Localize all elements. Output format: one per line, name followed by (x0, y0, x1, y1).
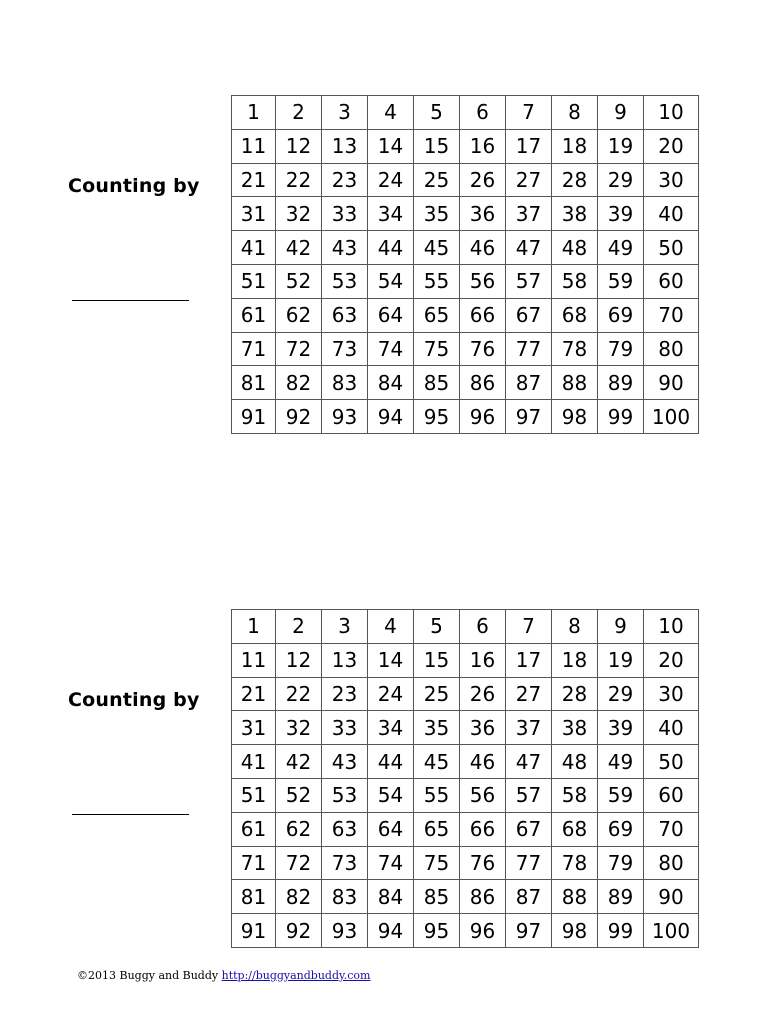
chart-cell: 1 (232, 610, 276, 644)
chart-row (232, 880, 699, 914)
chart-cell: 55 (414, 778, 460, 812)
chart-cell: 78 (552, 332, 598, 366)
chart-cell: 33 (322, 197, 368, 231)
chart-cell: 83 (322, 366, 368, 400)
chart-row (232, 846, 699, 880)
chart-cell: 81 (232, 366, 276, 400)
chart-cell: 74 (368, 846, 414, 880)
chart-cell: 57 (506, 264, 552, 298)
chart-row (232, 264, 699, 298)
chart-cell: 94 (368, 400, 414, 434)
chart-cell: 91 (232, 400, 276, 434)
chart-cell: 2 (276, 610, 322, 644)
chart-cell: 61 (232, 812, 276, 846)
chart-cell: 84 (368, 880, 414, 914)
chart-cell: 34 (368, 711, 414, 745)
chart-cell: 53 (322, 264, 368, 298)
chart-cell: 75 (414, 332, 460, 366)
chart-cell: 38 (552, 197, 598, 231)
chart-cell: 54 (368, 778, 414, 812)
chart-cell: 19 (598, 129, 644, 163)
chart-cell: 6 (460, 96, 506, 130)
chart-cell: 36 (460, 197, 506, 231)
chart-cell: 58 (552, 778, 598, 812)
chart-cell: 84 (368, 366, 414, 400)
chart-cell: 87 (506, 366, 552, 400)
chart-cell: 41 (232, 231, 276, 265)
chart-row (232, 197, 699, 231)
chart-cell: 52 (276, 778, 322, 812)
chart-cell: 68 (552, 298, 598, 332)
chart-cell: 20 (644, 643, 699, 677)
chart-cell: 9 (598, 610, 644, 644)
chart-cell: 27 (506, 163, 552, 197)
chart-cell: 43 (322, 231, 368, 265)
chart-cell: 18 (552, 129, 598, 163)
chart-cell: 26 (460, 677, 506, 711)
chart-cell: 79 (598, 846, 644, 880)
chart-cell: 86 (460, 366, 506, 400)
chart-row (232, 400, 699, 434)
chart-cell: 10 (644, 610, 699, 644)
answer-blank-line (72, 814, 189, 815)
chart-cell: 42 (276, 745, 322, 779)
chart-cell: 25 (414, 163, 460, 197)
chart-cell: 96 (460, 400, 506, 434)
chart-cell: 64 (368, 812, 414, 846)
chart-row (232, 711, 699, 745)
hundreds-chart (231, 95, 699, 434)
chart-cell: 70 (644, 298, 699, 332)
chart-cell: 28 (552, 677, 598, 711)
chart-cell: 30 (644, 677, 699, 711)
chart-cell: 90 (644, 366, 699, 400)
chart-cell: 7 (506, 610, 552, 644)
chart-cell: 13 (322, 643, 368, 677)
chart-cell: 64 (368, 298, 414, 332)
chart-cell: 27 (506, 677, 552, 711)
chart-cell: 29 (598, 677, 644, 711)
chart-cell: 32 (276, 711, 322, 745)
chart-cell: 14 (368, 129, 414, 163)
chart-cell: 96 (460, 914, 506, 948)
chart-cell: 75 (414, 846, 460, 880)
chart-cell: 79 (598, 332, 644, 366)
chart-cell: 71 (232, 332, 276, 366)
chart-cell: 40 (644, 197, 699, 231)
chart-cell: 49 (598, 745, 644, 779)
chart-cell: 98 (552, 914, 598, 948)
chart-cell: 56 (460, 264, 506, 298)
chart-cell: 66 (460, 812, 506, 846)
chart-cell: 12 (276, 643, 322, 677)
chart-cell: 23 (322, 163, 368, 197)
chart-cell: 63 (322, 298, 368, 332)
chart-cell: 31 (232, 711, 276, 745)
chart-cell: 22 (276, 163, 322, 197)
chart-cell: 1 (232, 96, 276, 130)
chart-cell: 45 (414, 745, 460, 779)
chart-cell: 48 (552, 745, 598, 779)
chart-cell: 60 (644, 264, 699, 298)
chart-row (232, 129, 699, 163)
chart-cell: 59 (598, 778, 644, 812)
chart-cell: 92 (276, 914, 322, 948)
hundreds-chart-body (232, 610, 699, 948)
chart-cell: 93 (322, 914, 368, 948)
counting-by-label: Counting by (68, 175, 200, 197)
chart-cell: 7 (506, 96, 552, 130)
chart-cell: 37 (506, 197, 552, 231)
chart-cell: 93 (322, 400, 368, 434)
chart-cell: 47 (506, 231, 552, 265)
chart-row (232, 298, 699, 332)
chart-cell: 62 (276, 812, 322, 846)
chart-cell: 32 (276, 197, 322, 231)
chart-row (232, 96, 699, 130)
chart-cell: 76 (460, 846, 506, 880)
chart-cell: 3 (322, 610, 368, 644)
chart-cell: 48 (552, 231, 598, 265)
chart-cell: 39 (598, 711, 644, 745)
chart-cell: 15 (414, 643, 460, 677)
chart-cell: 55 (414, 264, 460, 298)
chart-cell: 41 (232, 745, 276, 779)
chart-cell: 89 (598, 880, 644, 914)
chart-cell: 89 (598, 366, 644, 400)
chart-cell: 24 (368, 163, 414, 197)
chart-cell: 22 (276, 677, 322, 711)
chart-cell: 69 (598, 298, 644, 332)
chart-cell: 78 (552, 846, 598, 880)
chart-cell: 37 (506, 711, 552, 745)
chart-row (232, 812, 699, 846)
chart-cell: 60 (644, 778, 699, 812)
chart-cell: 52 (276, 264, 322, 298)
chart-cell: 21 (232, 163, 276, 197)
chart-cell: 77 (506, 846, 552, 880)
chart-cell: 11 (232, 129, 276, 163)
chart-row (232, 778, 699, 812)
chart-cell: 99 (598, 914, 644, 948)
chart-cell: 19 (598, 643, 644, 677)
chart-cell: 17 (506, 643, 552, 677)
chart-cell: 14 (368, 643, 414, 677)
chart-cell: 17 (506, 129, 552, 163)
chart-cell: 36 (460, 711, 506, 745)
counting-by-label: Counting by (68, 689, 200, 711)
chart-cell: 25 (414, 677, 460, 711)
chart-cell: 73 (322, 846, 368, 880)
chart-cell: 73 (322, 332, 368, 366)
chart-cell: 97 (506, 400, 552, 434)
chart-cell: 18 (552, 643, 598, 677)
copyright-text: ©2013 Buggy and Buddy (77, 969, 222, 982)
chart-cell: 74 (368, 332, 414, 366)
chart-cell: 86 (460, 880, 506, 914)
hundreds-chart-body (232, 96, 699, 434)
chart-cell: 50 (644, 231, 699, 265)
chart-cell: 80 (644, 846, 699, 880)
chart-cell: 59 (598, 264, 644, 298)
chart-cell: 100 (644, 400, 699, 434)
chart-cell: 11 (232, 643, 276, 677)
chart-cell: 46 (460, 745, 506, 779)
chart-cell: 95 (414, 400, 460, 434)
chart-cell: 67 (506, 812, 552, 846)
chart-cell: 98 (552, 400, 598, 434)
chart-cell: 20 (644, 129, 699, 163)
chart-cell: 61 (232, 298, 276, 332)
chart-cell: 33 (322, 711, 368, 745)
chart-cell: 94 (368, 914, 414, 948)
chart-cell: 26 (460, 163, 506, 197)
chart-cell: 35 (414, 711, 460, 745)
chart-cell: 85 (414, 880, 460, 914)
chart-cell: 30 (644, 163, 699, 197)
chart-cell: 54 (368, 264, 414, 298)
chart-cell: 58 (552, 264, 598, 298)
chart-cell: 97 (506, 914, 552, 948)
chart-cell: 66 (460, 298, 506, 332)
chart-cell: 4 (368, 610, 414, 644)
chart-cell: 56 (460, 778, 506, 812)
chart-cell: 76 (460, 332, 506, 366)
chart-row (232, 163, 699, 197)
chart-cell: 50 (644, 745, 699, 779)
chart-cell: 72 (276, 846, 322, 880)
chart-cell: 16 (460, 129, 506, 163)
chart-cell: 51 (232, 778, 276, 812)
chart-cell: 9 (598, 96, 644, 130)
chart-cell: 95 (414, 914, 460, 948)
chart-cell: 62 (276, 298, 322, 332)
chart-row (232, 643, 699, 677)
chart-cell: 34 (368, 197, 414, 231)
chart-cell: 31 (232, 197, 276, 231)
chart-cell: 45 (414, 231, 460, 265)
chart-cell: 15 (414, 129, 460, 163)
chart-cell: 5 (414, 96, 460, 130)
chart-cell: 67 (506, 298, 552, 332)
chart-cell: 65 (414, 298, 460, 332)
chart-cell: 57 (506, 778, 552, 812)
chart-cell: 39 (598, 197, 644, 231)
chart-cell: 88 (552, 366, 598, 400)
chart-cell: 92 (276, 400, 322, 434)
chart-cell: 63 (322, 812, 368, 846)
chart-row (232, 366, 699, 400)
chart-cell: 90 (644, 880, 699, 914)
chart-cell: 44 (368, 231, 414, 265)
chart-cell: 71 (232, 846, 276, 880)
chart-cell: 16 (460, 643, 506, 677)
chart-cell: 51 (232, 264, 276, 298)
chart-cell: 85 (414, 366, 460, 400)
chart-cell: 68 (552, 812, 598, 846)
chart-cell: 81 (232, 880, 276, 914)
chart-cell: 83 (322, 880, 368, 914)
chart-cell: 49 (598, 231, 644, 265)
chart-row (232, 677, 699, 711)
chart-cell: 91 (232, 914, 276, 948)
chart-cell: 70 (644, 812, 699, 846)
website-link[interactable]: http://buggyandbuddy.com (221, 969, 371, 982)
chart-cell: 23 (322, 677, 368, 711)
chart-cell: 80 (644, 332, 699, 366)
chart-cell: 65 (414, 812, 460, 846)
chart-cell: 43 (322, 745, 368, 779)
chart-cell: 42 (276, 231, 322, 265)
chart-row (232, 745, 699, 779)
footer-credit (77, 969, 370, 982)
chart-cell: 99 (598, 400, 644, 434)
chart-cell: 8 (552, 610, 598, 644)
chart-cell: 77 (506, 332, 552, 366)
chart-cell: 2 (276, 96, 322, 130)
chart-row (232, 231, 699, 265)
chart-cell: 38 (552, 711, 598, 745)
answer-blank-line (72, 300, 189, 301)
chart-cell: 46 (460, 231, 506, 265)
chart-cell: 53 (322, 778, 368, 812)
chart-cell: 72 (276, 332, 322, 366)
chart-cell: 28 (552, 163, 598, 197)
chart-cell: 12 (276, 129, 322, 163)
chart-row (232, 610, 699, 644)
chart-cell: 3 (322, 96, 368, 130)
chart-cell: 40 (644, 711, 699, 745)
chart-cell: 88 (552, 880, 598, 914)
chart-cell: 47 (506, 745, 552, 779)
chart-cell: 4 (368, 96, 414, 130)
chart-cell: 6 (460, 610, 506, 644)
chart-cell: 5 (414, 610, 460, 644)
chart-cell: 29 (598, 163, 644, 197)
chart-cell: 87 (506, 880, 552, 914)
chart-cell: 10 (644, 96, 699, 130)
chart-cell: 82 (276, 366, 322, 400)
chart-cell: 13 (322, 129, 368, 163)
hundreds-chart (231, 609, 699, 948)
chart-row (232, 914, 699, 948)
chart-cell: 8 (552, 96, 598, 130)
chart-cell: 35 (414, 197, 460, 231)
chart-cell: 82 (276, 880, 322, 914)
chart-cell: 21 (232, 677, 276, 711)
chart-cell: 100 (644, 914, 699, 948)
chart-cell: 44 (368, 745, 414, 779)
chart-cell: 24 (368, 677, 414, 711)
chart-row (232, 332, 699, 366)
chart-cell: 69 (598, 812, 644, 846)
